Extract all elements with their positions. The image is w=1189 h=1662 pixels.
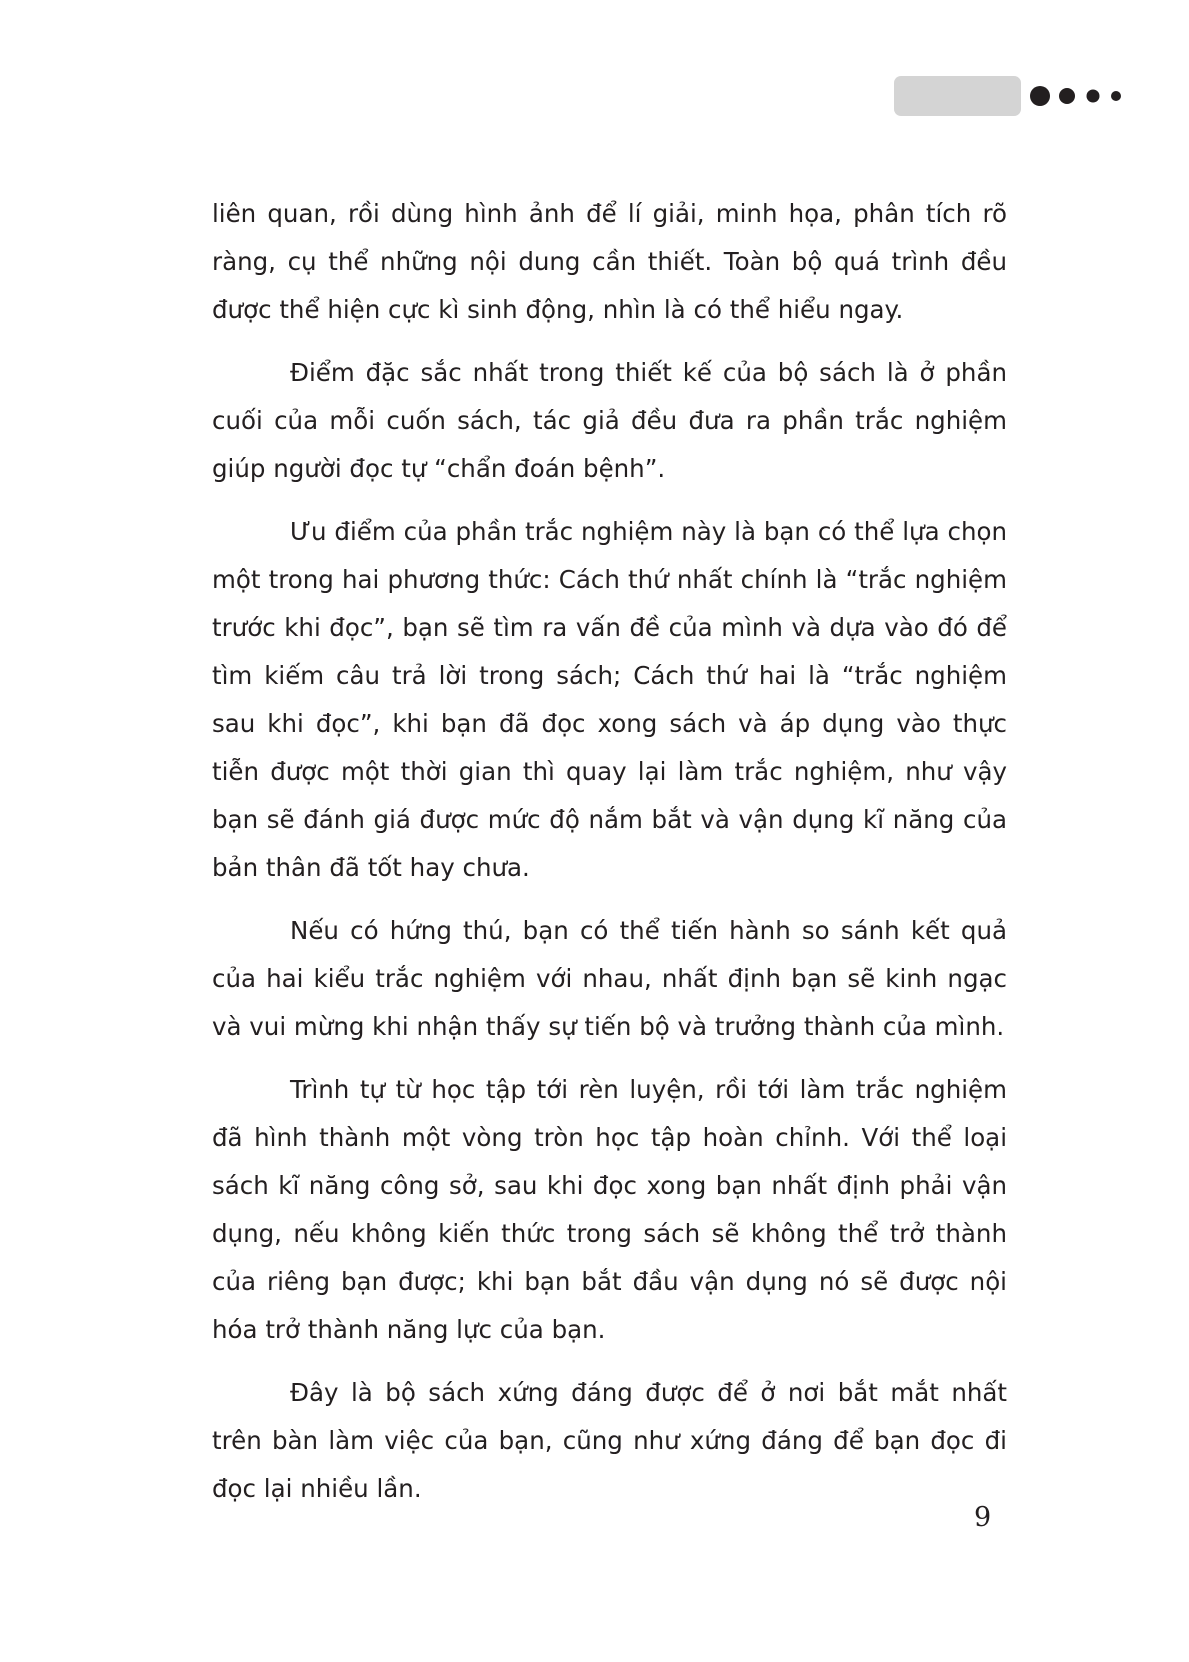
dot-icon bbox=[1030, 86, 1050, 106]
paragraph: Điểm đặc sắc nhất trong thiết kế của bộ sách là ở phần cuối của mỗi cuốn sách, tác giả đều đưa ra phần trắc nghiệm giúp người đọc tự “chẩn đoán bệnh”. bbox=[212, 358, 1007, 483]
body-text bbox=[212, 190, 1007, 1528]
paragraph: Đây là bộ sách xứng đáng được để ở nơi bắt mắt nhất trên bàn làm việc của bạn, cũng như xứng đáng để bạn đọc đi đọc lại nhiều lần. bbox=[212, 1378, 1007, 1503]
dot-icon bbox=[1111, 91, 1121, 101]
paragraph: Trình tự từ học tập tới rèn luyện, rồi tới làm trắc nghiệm đã hình thành một vòng tròn học tập hoàn chỉnh. Với thể loại sách kĩ năng công sở, sau khi đọc xong bạn nhất định phải vận dụng, nếu không kiến thức trong sách sẽ không thể trở thành của riêng bạn được; khi bạn bắt đầu vận dụng nó sẽ được nội hóa trở thành năng lực của bạn. bbox=[212, 1075, 1007, 1344]
paragraph: Nếu có hứng thú, bạn có thể tiến hành so sánh kết quả của hai kiểu trắc nghiệm với nhau, nhất định bạn sẽ kinh ngạc và vui mừng khi nhận thấy sự tiến bộ và trưởng thành của mình. bbox=[212, 916, 1007, 1041]
paragraph-continuation: liên quan, rồi dùng hình ảnh để lí giải, minh họa, phân tích rõ ràng, cụ thể những nội dung cần thiết. Toàn bộ quá trình đều được thể hiện cực kì sinh động, nhìn là có thể hiểu ngay. bbox=[212, 199, 1007, 324]
header-tab-decoration bbox=[894, 76, 1021, 116]
dot-icon bbox=[1087, 90, 1100, 103]
page-number: 9 bbox=[974, 1502, 992, 1533]
dot-icon bbox=[1059, 88, 1075, 104]
paragraph: Ưu điểm của phần trắc nghiệm này là bạn có thể lựa chọn một trong hai phương thức: Cách thứ nhất chính là “trắc nghiệm trước khi đọc”, bạn sẽ tìm ra vấn đề của mình và dựa vào đó để tìm kiếm câu trả lời trong sách; Cách thứ hai là “trắc nghiệm sau khi đọc”, khi bạn đã đọc xong sách và áp dụng vào thực tiễn được một thời gian thì quay lại làm trắc nghiệm, như vậy bạn sẽ đánh giá được mức độ nắm bắt và vận dụng kĩ năng của bản thân đã tốt hay chưa. bbox=[212, 517, 1007, 882]
